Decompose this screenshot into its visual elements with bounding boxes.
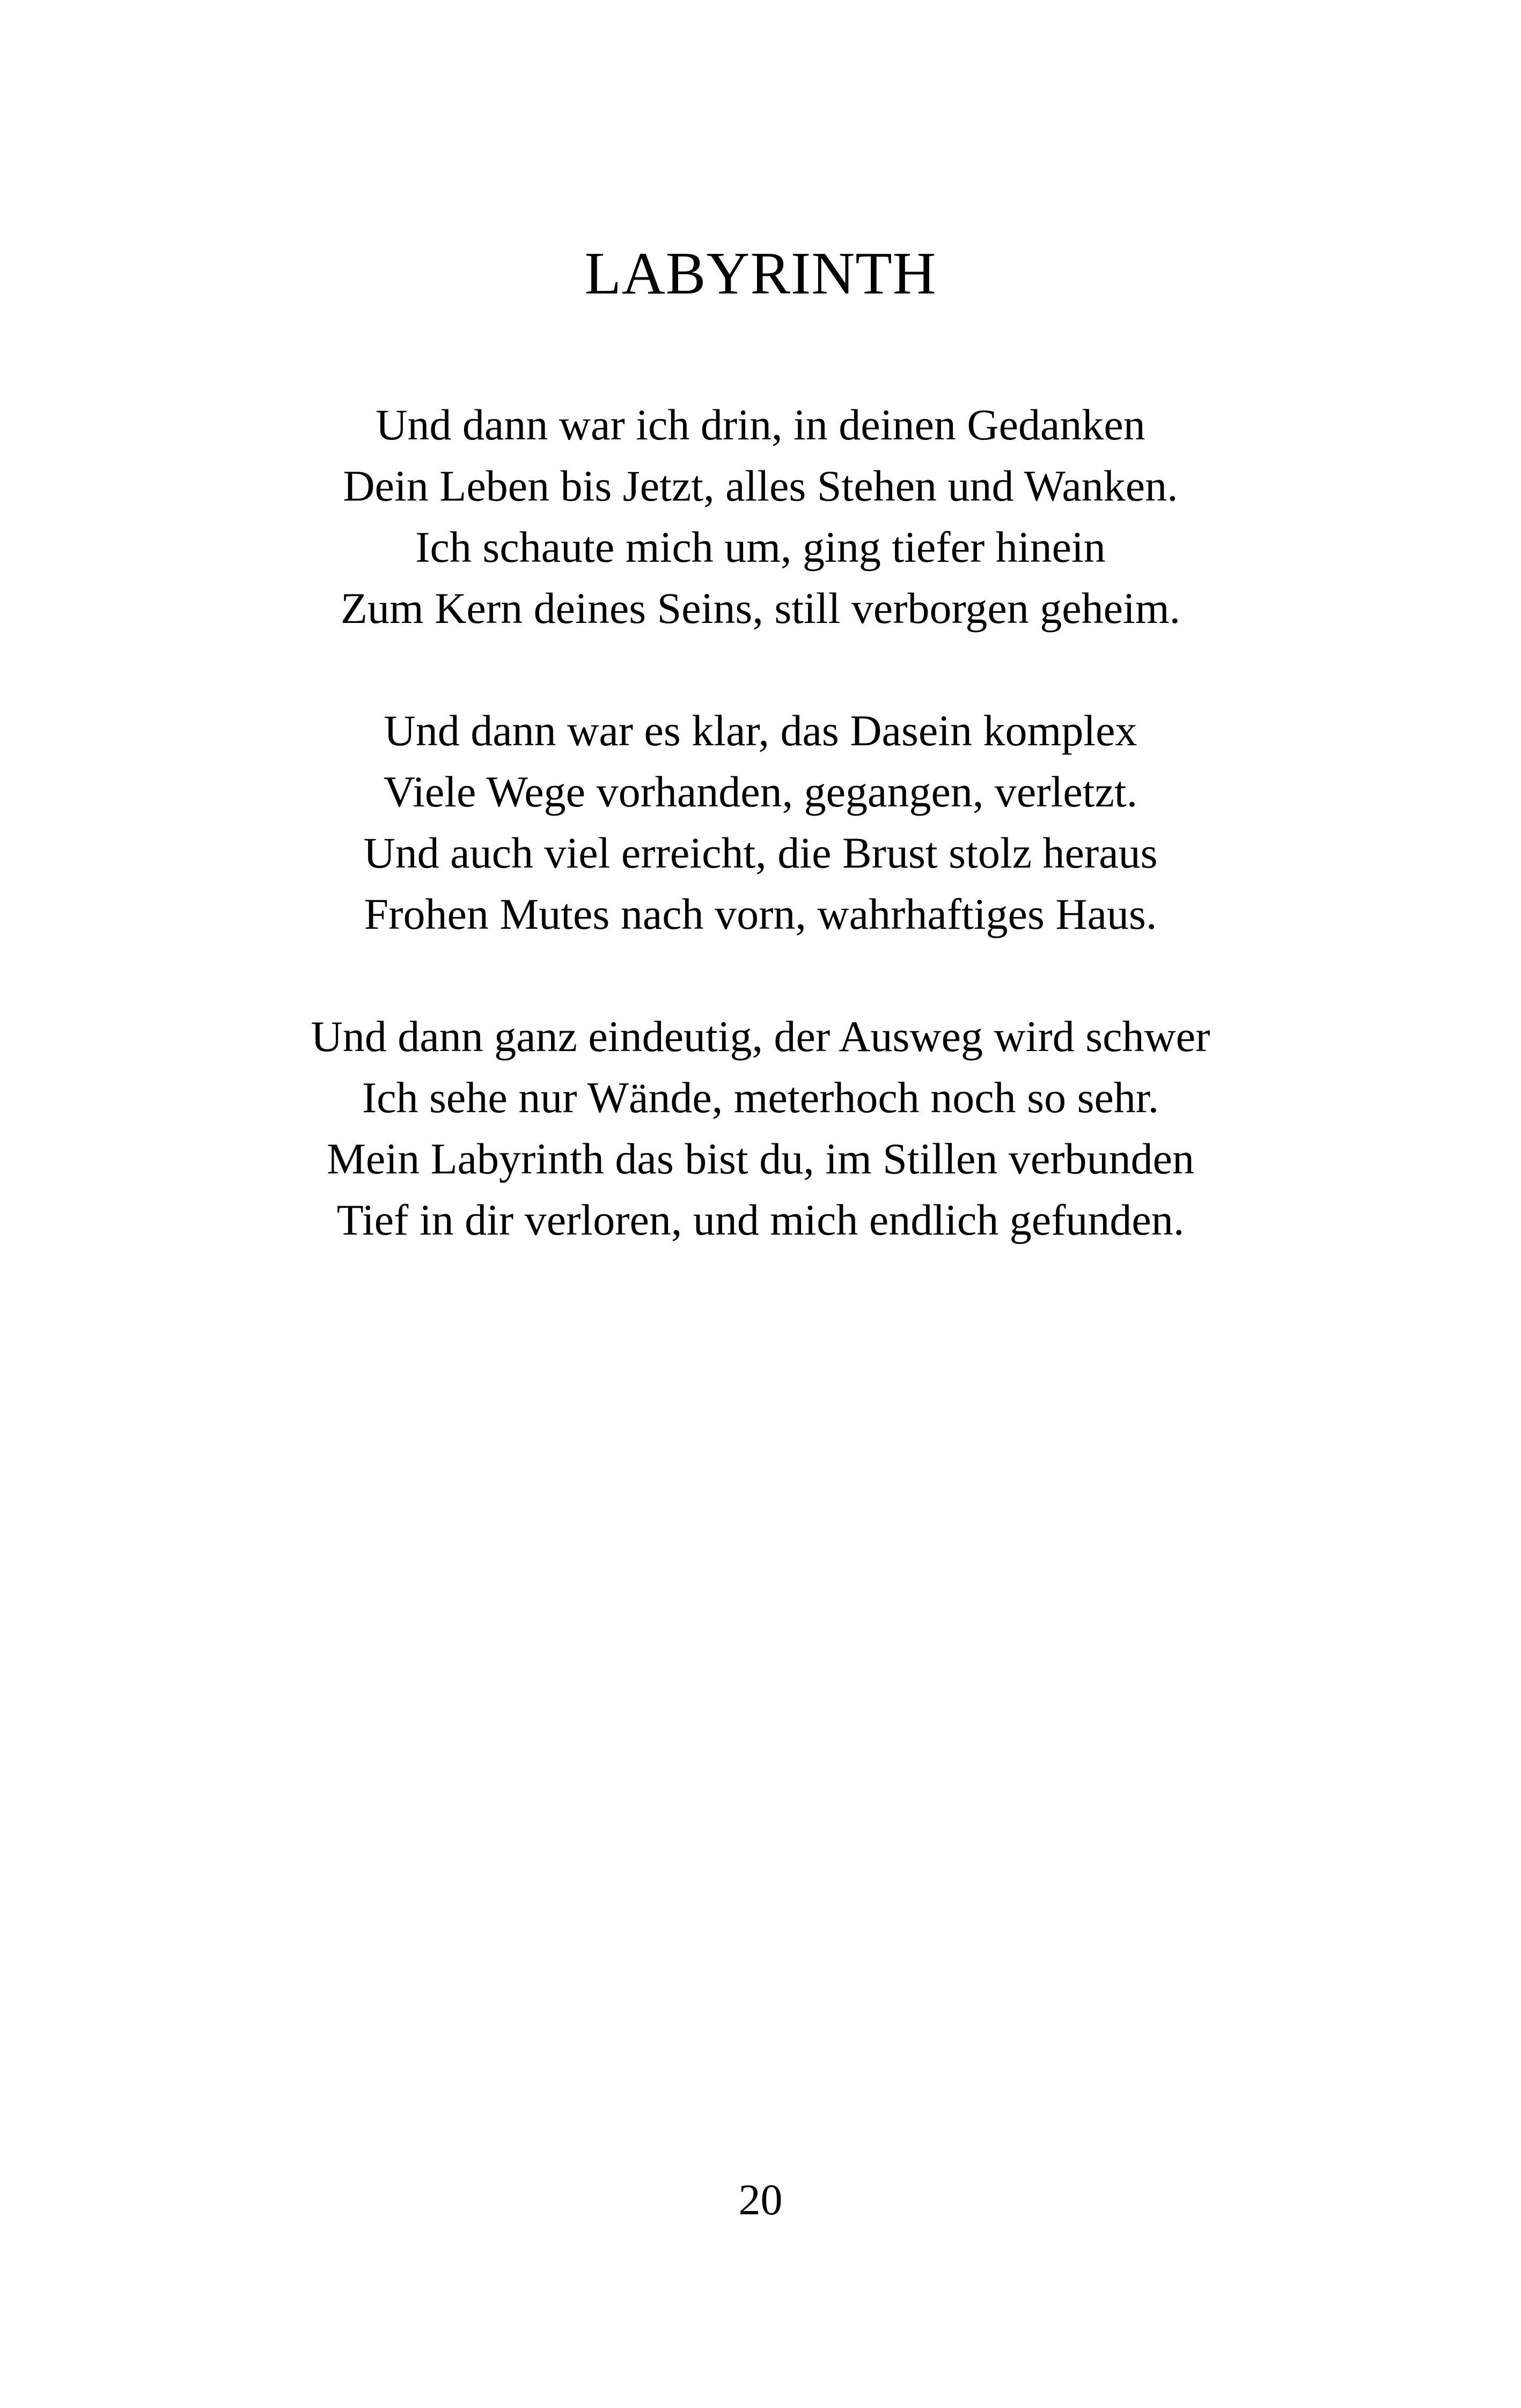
poem-line: Und dann war ich drin, in deinen Gedanken — [376, 400, 1145, 449]
poem-line: Frohen Mutes nach vorn, wahrhaftiges Haus. — [364, 890, 1157, 938]
poem-line: Zum Kern deines Seins, still verborgen geheim. — [340, 584, 1181, 633]
stanza — [0, 700, 1521, 945]
poem-line: Dein Leben bis Jetzt, alles Stehen und Wanken. — [343, 461, 1178, 510]
stanza — [0, 1006, 1521, 1251]
page-number: 20 — [738, 2175, 783, 2224]
poem-line: Und dann ganz eindeutig, der Ausweg wird schwer — [311, 1012, 1210, 1061]
poem-line: Mein Labyrinth das bist du, im Stillen verbunden — [326, 1134, 1195, 1183]
poem-title: LABYRINTH — [584, 240, 937, 307]
poem-line: Und auch viel erreicht, die Brust stolz heraus — [363, 828, 1158, 877]
poem-line: Ich schaute mich um, ging tiefer hinein — [415, 523, 1106, 571]
poem-line: Viele Wege vorhanden, gegangen, verletzt. — [383, 767, 1138, 816]
poem-line: Ich sehe nur Wände, meterhoch noch so sehr. — [362, 1073, 1159, 1122]
poem-line: Und dann war es klar, das Dasein komplex — [384, 706, 1137, 755]
poem-body — [0, 394, 1521, 1251]
stanza — [0, 394, 1521, 639]
poem-line: Tief in dir verloren, und mich endlich gefunden. — [336, 1195, 1185, 1244]
